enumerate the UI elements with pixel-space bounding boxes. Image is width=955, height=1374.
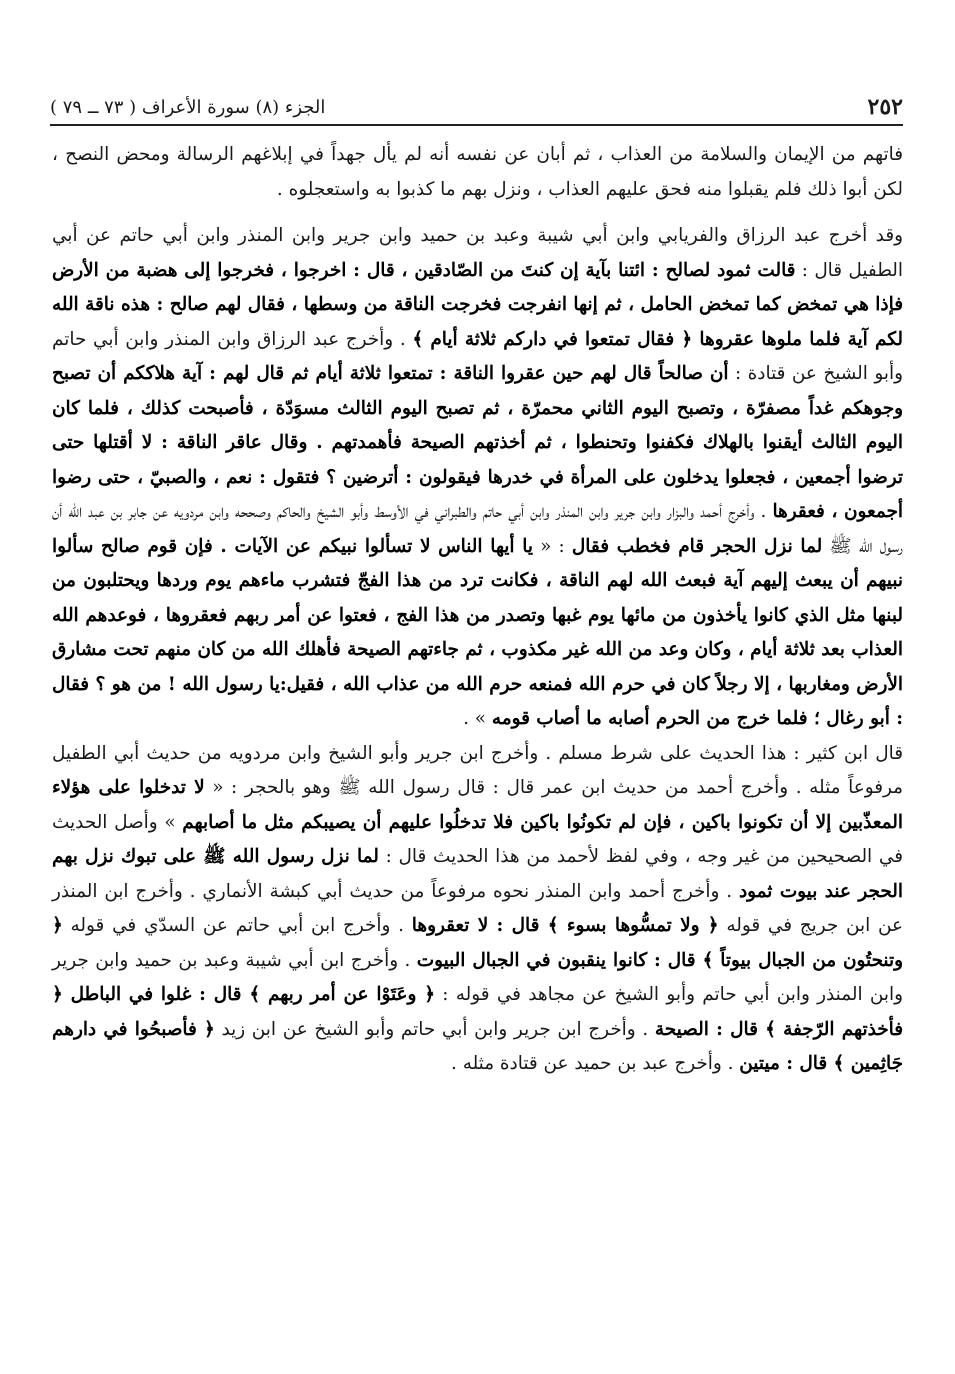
narration-text: . وأخرج ابن أبي شيبة وعبد بن حميد وابن جرير وابن المنذر وابن أبي حاتم وأبو الشيخ عن مجاهد في قوله : [52,949,903,1005]
quoted-text-bold: ﴿ فأصبحُوا في دارهم جَاثِمين ﴾ قال : ميتين [52,1018,903,1074]
narration-text: . وأخرج ابن جرير وابن أبي حاتم وأبو الشيخ عن ابن زيد [214,1018,655,1040]
narration-text: . وأخرج ابن أبي حاتم عن السدّي في قوله [62,915,412,936]
quoted-text-bold: لا تدخلوا على هؤلاء المعذّبين إلا أن تكونوا باكين ، فإن لم تكونُوا باكين فلا تدخلُوا عليهم أن يصيبكم مثل ما أصابهم [52,777,903,833]
quoted-text-bold: يا أيها الناس لا تسألوا نبيكم عن الآيات . فإن قوم صالح سألوا نبيهم أن يبعث إليهم آية فبعث الله لهم الناقة ، فكانت ترد من هذا الفجّ فتشرب ماءهم يوم وردها ويحتلبون من لبنها مثل الذي كانوا يأخذون من مائها يوم غبها وتصدر من هذا الفج ، فعتوا عن أمر ربهم فعقروها ، فوعدهم الله العذاب بعد ثلاثة أيام ، وكان وعد من الله غير مكذوب ، ثم جاءتهم الصيحة فأهلك الله من كان منهم تحت مشارق الأرض ومغاربها ، إلا رجلاً كان في حرم الله فمنعه حرم الله من عذاب الله ، فقيل:يا رسول الله ! من هو ؟ فقال : أبو رغال ؛ فلما خرج من الحرم أصابه ما أصاب قومه [52,535,903,729]
quoted-text-bold: لما نزل رسول الله ﷺ على تبوك نزل بهم الحجر عند بيوت ثمود [52,846,903,902]
paragraph-2 [52,219,903,737]
header-divider [50,124,903,126]
narration-text: : « [532,535,572,557]
narration-text: » وأصل الحديث في الصحيحين من غير وجه ، وفي لفظ لأحمد من هذا الحديث قال : [52,811,904,867]
quoted-text-bold: لما نزل الحجر قام فخطب فقال [571,535,823,557]
page-header [50,92,903,122]
page-number: ٢٥٢ [867,94,903,120]
quoted-text-bold: قالت ثمود لصالح : ائتنا بآية إن كنتَ من الصّادقين ، قال : اخرجوا ، فخرجوا إلى هضبة من الأرض فإذا هي تمخض كما تمخض الحامل ، ثم إنها انفرجت فخرجت الناقة من وسطها ، فقال لهم صالح : هذه ناقة الله لكم آية فلما ملوها عقروها ﴿ فقال تمتعوا في داركم ثلاثة أيام ﴾ [52,259,903,350]
paragraph-1 [52,138,903,207]
narration-text: وقد أخرج عبد الرزاق والفريابي وابن أبي شيبة وعبد بن حميد وابن جرير وابن المنذر وابن أبي حاتم عن أبي الطفيل قال : [52,225,903,281]
quoted-text-bold: أن صالحاً قال لهم حين عقروا الناقة : تمتعوا ثلاثة أيام ثم قال لهم : آية هلاككم أن تصبح وجوهكم غداً مصفرّة ، وتصبح اليوم الثاني محمرّة ، ثم تصبح اليوم الثالث مسوَدّة ، فأصبحت كذلك ، فلما كان اليوم الثالث أيقنوا بالهلاك فكفنوا وتحنطوا ، ثم أخذتهم الصيحة فأهمدتهم . وقال عاقر الناقة : لا أقتلها حتى ترضوا أجمعين ، فجعلوا يدخلون على المرأة في خدرها فيقولون : أترضين ؟ فتقول : نعم ، والصبيّ ، حتى رضوا أجمعون ، فعقرها [52,363,904,522]
tafsir-body [52,138,903,1082]
narration-text: قال ابن كثير : هذا الحديث على شرط مسلم . وأخرج ابن جرير وأبو الشيخ وابن مردويه من حديث أبي الطفيل مرفوعاً مثله . وأخرج أحمد من حديث ابن عمر قال : قال رسول الله ﷺ وهو بالحجر : « [52,742,903,798]
narration-text: . وأخرج عبد بن حميد عن قتادة مثله . [451,1053,740,1074]
narration-text: . وأخرج عبد الرزاق وابن المنذر وابن أبي حاتم وأبو الشيخ عن قتادة : [52,328,903,384]
narration-text: . وأخرج أحمد والبزار وابن جرير وابن المنذر وابن أبي حاتم والطبراني في الأوسط وأبو الشيخ والحاكم وصححه وابن مردويه عن جابر بن عبد الله أن رسول الله ﷺ [52,501,903,557]
narration-text: فاتهم من الإيمان والسلامة من العذاب ، ثم أبان عن نفسه أنه لم يأل جهداً في إبلاغهم الرسالة ومحض النصح ، لكن أبوا ذلك فلم يقبلوا منه فحق عليهم العذاب ، ونزل بهم ما كذبوا به واستعجلوه . [52,144,903,200]
paragraph-3 [52,737,903,1082]
narration-text: . وأخرج أحمد وابن المنذر نحوه مرفوعاً من حديث أبي كبشة الأنماري . وأخرج ابن المنذر عن ابن جريج في قوله [52,880,904,936]
narration-text: » . [463,708,492,729]
quoted-text-bold: ﴿ وعَتَوْا عن أمر ربهم ﴾ قال : غلوا في الباطل ﴿ فأخذتهم الرّجفة ﴾ قال : الصيحة [52,984,903,1040]
running-title: الجزء (٨) سورة الأعراف ( ٧٣ ــ ٧٩ ) [50,96,326,118]
quoted-text-bold: ﴿ وتنحتُون من الجبال بيوتاً ﴾ قال : كانوا ينقبون في الجبال البيوت [52,915,903,971]
quoted-text-bold: ﴿ ولا تمسُّوها بسوء ﴾ قال : لا تعقروها [411,915,719,936]
